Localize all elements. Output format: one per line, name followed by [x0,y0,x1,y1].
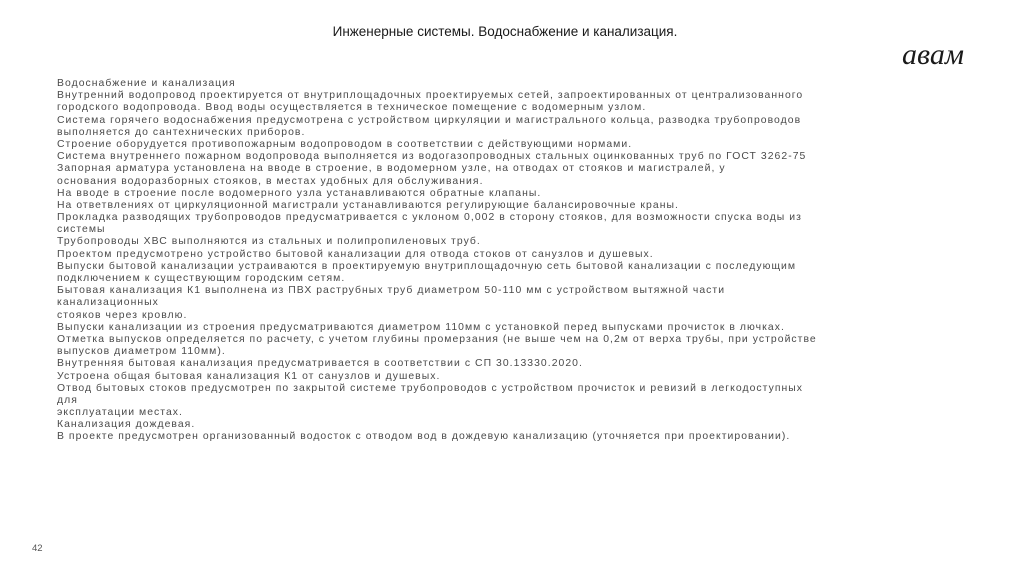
text-line: Отметка выпусков определяется по расчету, с учетом глубины промерзания (не выше чем на 0,2м от верха трубы, при устройстве [57,333,817,345]
text-line: Проектом предусмотрено устройство бытовой канализации для отвода стоков от санузлов и душевых. [57,248,654,260]
text-line: городского водопровода. Ввод воды осуществляется в техническое помещение с водомерным узлом. [57,102,647,114]
text-line: Система внутреннего пожарном водопровода выполняется из водогазопроводных стальных оцинкованных труб по ГОСТ 3262-75 [57,151,807,163]
text-line: Запорная арматура установлена на вводе в строение, в водомерном узле, на отводах от стояков и магистралей, у [57,163,726,175]
text-line: На вводе в строение после водомерного узла устанавливаются обратные клапаны. [57,187,542,199]
text-line: Трубопроводы ХВС выполняются из стальных и полипропиленовых труб. [57,236,481,248]
brand-logo [898,30,998,80]
text-line: выпусков диаметром 110мм). [57,346,226,358]
text-line: выполняется до сантехнических приборов. [57,126,306,138]
text-line: Выпуски бытовой канализации устраиваются в проектируемую внутриплощадочную сеть бытовой канализации с последующим [57,260,797,272]
text-line: Внутренний водопровод проектируется от внутриплощадочных проектируемых сетей, запроектированных от централизованного [57,90,804,102]
text-line: Внутренняя бытовая канализация предусматривается в соответствии с СП 30.13330.2020. [57,358,583,370]
text-line: Устроена общая бытовая канализация К1 от санузлов и душевых. [57,370,441,382]
page-number: 42 [32,543,43,554]
text-line: эксплуатации местах. [57,407,183,419]
text-line: Отвод бытовых стоков предусмотрен по закрытой системе трубопроводов с устройством прочисток и ревизий в легкодоступных [57,382,804,394]
text-line: В проекте предусмотрен организованный водосток с отводом вод в дождевую канализацию (уточняется при проектировании). [57,431,791,443]
logo-text: авам [902,38,964,71]
text-line: основания водоразборных стояков, в местах удобных для обслуживания. [57,175,484,187]
text-line: системы [57,224,106,236]
text-line: Прокладка разводящих трубопроводов предусматривается с уклоном 0,002 в сторону стояков, для возможности спуска воды из [57,212,802,224]
text-line: подключением к существующим городским сетям. [57,273,346,284]
text-line: для [57,394,78,406]
text-line: Бытовая канализация К1 выполнена из ПВХ раструбных труб диаметром 50-110 мм с устройством вытяжной части [57,285,726,297]
text-line: Выпуски канализации из строения предусматриваются диаметром 110мм с установкой перед выпусками прочисток в лючках. [57,321,785,333]
text-line: стояков через кровлю. [57,309,188,321]
text-line: На ответвлениях от циркуляционной магистрали устанавливаются регулирующие балансировочные краны. [57,199,679,211]
text-line: Водоснабжение и канализация [57,78,236,89]
slide-title: Инженерные системы. Водоснабжение и канализация. [332,24,678,39]
text-line: Канализация дождевая. [57,419,196,431]
body-text [57,78,967,444]
text-line: Строение оборудуется противопожарным водопроводом в соответствии с действующими нормами. [57,138,633,150]
text-line: канализационных [57,297,159,309]
text-line: Система горячего водоснабжения предусмотрена с устройством циркуляции и магистрального кольца, разводка трубопроводов [57,114,802,126]
